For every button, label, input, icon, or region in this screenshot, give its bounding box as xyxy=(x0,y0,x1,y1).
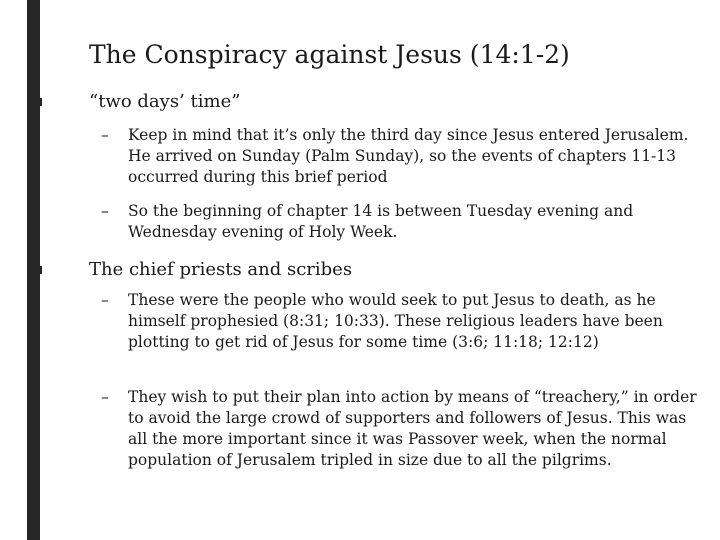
sub-bullet-dash: – xyxy=(101,126,109,144)
bullet-square-icon xyxy=(34,98,42,106)
sub-bullet-dash: – xyxy=(101,202,109,220)
sub-bullet-1-2: So the beginning of chapter 14 is between Tuesday evening and Wednesday evening of Holy Week. xyxy=(128,202,634,241)
slide-title: The Conspiracy against Jesus (14:1-2) xyxy=(89,40,570,69)
sub-bullet-1-1: Keep in mind that it’s only the third day since Jesus entered Jerusalem. He arrived on Sunday (Palm Sunday), so the events of chapters 11-13 occurred during this brief period xyxy=(128,126,689,186)
sub-bullet-2-1: These were the people who would seek to put Jesus to death, as he himself prophesied (8:31; 10:33). These religious leaders have been plotting to get rid of Jesus for some time (3:6; 11:18; 12:12) xyxy=(128,291,663,351)
bullet-square-icon xyxy=(34,266,42,274)
bullet-2-text: The chief priests and scribes xyxy=(89,259,353,280)
sub-bullet-dash: – xyxy=(101,388,109,406)
sub-bullet-dash: – xyxy=(101,291,109,309)
bullet-1-text: “two days’ time” xyxy=(89,91,241,112)
sub-bullet-2-2: They wish to put their plan into action by means of “treachery,” in order to avoid the large crowd of supporters and followers of Jesus. This was all the more important since it was Passover week, when the normal population of Jerusalem tripled in size due to all the pilgrims. xyxy=(128,388,697,469)
